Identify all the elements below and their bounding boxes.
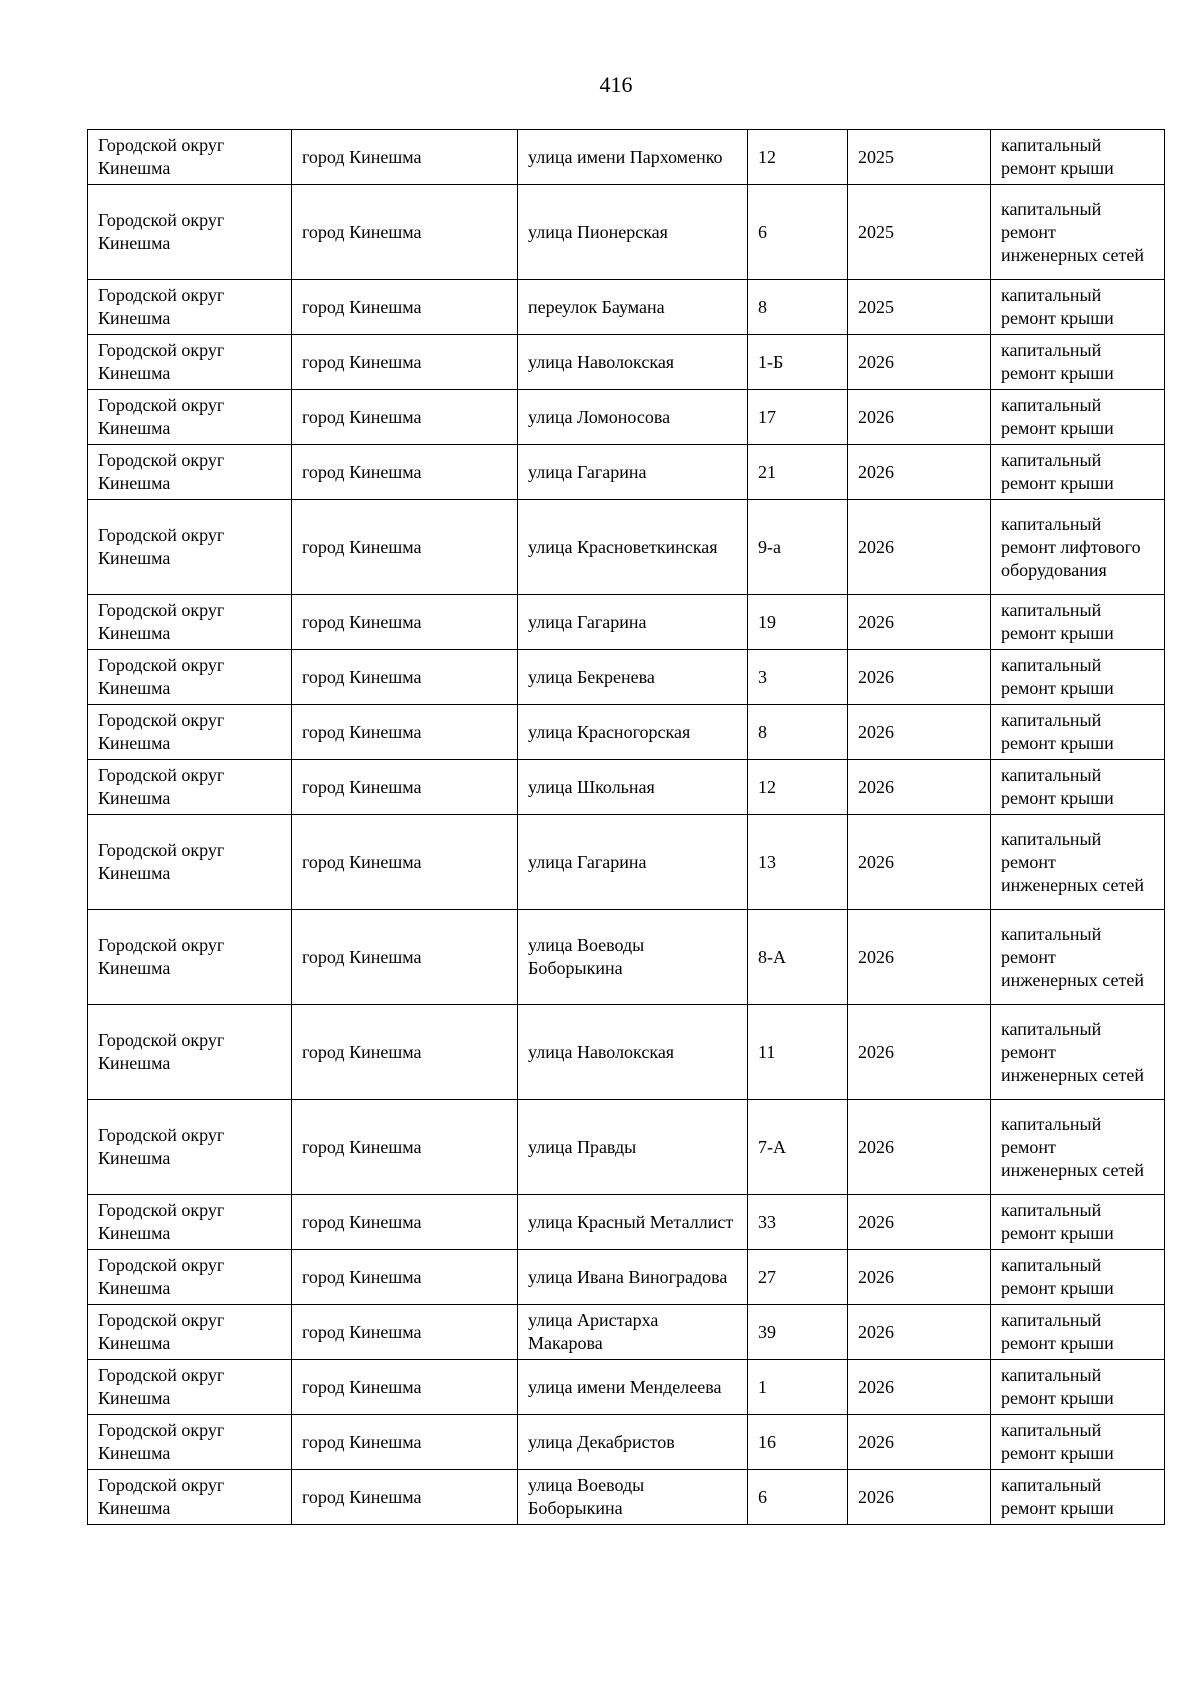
work-type-cell-text: капитальный ремонт инженерных сетей <box>1001 828 1144 895</box>
table-row <box>88 1305 1165 1360</box>
district-cell-text: Городской округ Кинешма <box>98 600 225 643</box>
house-number-cell-text: 21 <box>758 461 776 482</box>
house-number-cell-text: 33 <box>758 1211 776 1232</box>
district-cell-text: Городской округ Кинешма <box>98 655 225 698</box>
house-number-cell-text: 1-Б <box>758 351 784 372</box>
street-cell <box>518 1195 748 1250</box>
work-type-cell-text: капитальный ремонт крыши <box>1001 1310 1114 1353</box>
work-type-cell-text: капитальный ремонт крыши <box>1001 1200 1114 1243</box>
street-cell <box>518 705 748 760</box>
work-type-cell <box>991 1005 1165 1100</box>
year-cell-text: 2026 <box>858 406 894 427</box>
house-number-cell <box>748 650 848 705</box>
district-cell <box>88 1250 292 1305</box>
street-cell-text: улица Ивана Виноградова <box>528 1266 728 1287</box>
house-number-cell-text: 12 <box>758 776 776 797</box>
district-cell <box>88 445 292 500</box>
house-number-cell <box>748 760 848 815</box>
settlement-cell <box>292 760 518 815</box>
year-cell <box>848 130 991 185</box>
work-type-cell-text: капитальный ремонт крыши <box>1001 1475 1114 1518</box>
table-row <box>88 595 1165 650</box>
work-type-cell-text: капитальный ремонт крыши <box>1001 1365 1114 1408</box>
table-row <box>88 1005 1165 1100</box>
work-type-cell-text: капитальный ремонт крыши <box>1001 340 1114 383</box>
year-cell-text: 2026 <box>858 1136 894 1157</box>
settlement-cell-text: город Кинешма <box>302 1266 422 1287</box>
district-cell-text: Городской округ Кинешма <box>98 1365 225 1408</box>
settlement-cell-text: город Кинешма <box>302 1211 422 1232</box>
table-row <box>88 815 1165 910</box>
district-cell <box>88 1305 292 1360</box>
year-cell-text: 2026 <box>858 536 894 557</box>
street-cell <box>518 500 748 595</box>
settlement-cell-text: город Кинешма <box>302 666 422 687</box>
house-number-cell <box>748 705 848 760</box>
work-type-cell-text: капитальный ремонт инженерных сетей <box>1001 1018 1144 1085</box>
work-type-cell <box>991 1470 1165 1525</box>
house-number-cell <box>748 335 848 390</box>
district-cell-text: Городской округ Кинешма <box>98 285 225 328</box>
district-cell-text: Городской округ Кинешма <box>98 840 225 883</box>
year-cell <box>848 1415 991 1470</box>
settlement-cell <box>292 500 518 595</box>
work-type-cell-text: капитальный ремонт крыши <box>1001 765 1114 808</box>
house-number-cell <box>748 595 848 650</box>
street-cell <box>518 1360 748 1415</box>
district-cell <box>88 130 292 185</box>
settlement-cell-text: город Кинешма <box>302 611 422 632</box>
district-cell-text: Городской округ Кинешма <box>98 340 225 383</box>
house-number-cell <box>748 1470 848 1525</box>
year-cell <box>848 815 991 910</box>
settlement-cell <box>292 1195 518 1250</box>
table-row <box>88 130 1165 185</box>
street-cell <box>518 595 748 650</box>
house-number-cell <box>748 1305 848 1360</box>
street-cell-text: улица Бекренева <box>528 666 655 687</box>
house-number-cell-text: 8 <box>758 721 767 742</box>
work-type-cell-text: капитальный ремонт крыши <box>1001 135 1114 178</box>
house-number-cell-text: 11 <box>758 1041 776 1062</box>
year-cell <box>848 1195 991 1250</box>
year-cell <box>848 595 991 650</box>
work-type-cell <box>991 500 1165 595</box>
house-number-cell <box>748 1195 848 1250</box>
work-type-cell-text: капитальный ремонт крыши <box>1001 395 1114 438</box>
street-cell <box>518 280 748 335</box>
district-cell-text: Городской округ Кинешма <box>98 450 225 493</box>
settlement-cell <box>292 445 518 500</box>
settlement-cell-text: город Кинешма <box>302 721 422 742</box>
street-cell-text: улица Правды <box>528 1136 637 1157</box>
work-type-cell <box>991 650 1165 705</box>
work-type-cell-text: капитальный ремонт инженерных сетей <box>1001 198 1144 265</box>
work-type-cell <box>991 185 1165 280</box>
year-cell <box>848 1305 991 1360</box>
settlement-cell-text: город Кинешма <box>302 946 422 967</box>
settlement-cell-text: город Кинешма <box>302 1431 422 1452</box>
street-cell <box>518 130 748 185</box>
settlement-cell <box>292 1250 518 1305</box>
year-cell <box>848 445 991 500</box>
street-cell <box>518 910 748 1005</box>
settlement-cell <box>292 390 518 445</box>
work-type-cell <box>991 1305 1165 1360</box>
street-cell <box>518 760 748 815</box>
street-cell <box>518 650 748 705</box>
district-cell-text: Городской округ Кинешма <box>98 395 225 438</box>
street-cell-text: улица Воеводы Боборыкина <box>528 1475 645 1518</box>
year-cell-text: 2026 <box>858 611 894 632</box>
settlement-cell-text: город Кинешма <box>302 1041 422 1062</box>
work-type-cell-text: капитальный ремонт крыши <box>1001 1420 1114 1463</box>
house-number-cell <box>748 1415 848 1470</box>
house-number-cell-text: 39 <box>758 1321 776 1342</box>
street-cell <box>518 1100 748 1195</box>
settlement-cell <box>292 1470 518 1525</box>
page-number: 416 <box>599 72 633 97</box>
street-cell-text: улица имени Пархоменко <box>528 146 723 167</box>
year-cell-text: 2026 <box>858 1266 894 1287</box>
settlement-cell <box>292 910 518 1005</box>
table-row <box>88 185 1165 280</box>
year-cell <box>848 760 991 815</box>
table-row <box>88 1100 1165 1195</box>
district-cell-text: Городской округ Кинешма <box>98 1420 225 1463</box>
table-row <box>88 1470 1165 1525</box>
district-cell <box>88 595 292 650</box>
district-cell-text: Городской округ Кинешма <box>98 1200 225 1243</box>
house-number-cell <box>748 500 848 595</box>
street-cell-text: улица Пионерская <box>528 221 668 242</box>
year-cell-text: 2026 <box>858 666 894 687</box>
settlement-cell-text: город Кинешма <box>302 351 422 372</box>
street-cell-text: улица Ломоносова <box>528 406 671 427</box>
year-cell <box>848 650 991 705</box>
settlement-cell <box>292 185 518 280</box>
settlement-cell <box>292 1305 518 1360</box>
house-number-cell-text: 19 <box>758 611 776 632</box>
year-cell <box>848 1250 991 1305</box>
street-cell <box>518 1305 748 1360</box>
table-row <box>88 1250 1165 1305</box>
year-cell <box>848 335 991 390</box>
district-cell-text: Городской округ Кинешма <box>98 135 225 178</box>
district-cell-text: Городской округ Кинешма <box>98 210 225 253</box>
work-type-cell-text: капитальный ремонт крыши <box>1001 710 1114 753</box>
house-number-cell-text: 3 <box>758 666 767 687</box>
year-cell-text: 2026 <box>858 776 894 797</box>
district-cell <box>88 910 292 1005</box>
street-cell <box>518 1415 748 1470</box>
house-number-cell-text: 27 <box>758 1266 776 1287</box>
street-cell-text: улица Аристарха Макарова <box>528 1310 659 1353</box>
year-cell-text: 2026 <box>858 1321 894 1342</box>
settlement-cell-text: город Кинешма <box>302 221 422 242</box>
work-type-cell <box>991 760 1165 815</box>
year-cell <box>848 185 991 280</box>
table-body <box>88 130 1165 1525</box>
district-cell-text: Городской округ Кинешма <box>98 1255 225 1298</box>
settlement-cell-text: город Кинешма <box>302 776 422 797</box>
district-cell <box>88 280 292 335</box>
table-row <box>88 1195 1165 1250</box>
work-type-cell <box>991 1360 1165 1415</box>
table-row <box>88 390 1165 445</box>
district-cell-text: Городской округ Кинешма <box>98 1475 225 1518</box>
house-number-cell-text: 6 <box>758 1486 767 1507</box>
street-cell <box>518 1470 748 1525</box>
house-number-cell <box>748 815 848 910</box>
house-number-cell <box>748 280 848 335</box>
district-cell <box>88 335 292 390</box>
district-cell <box>88 1100 292 1195</box>
year-cell <box>848 390 991 445</box>
house-number-cell-text: 17 <box>758 406 776 427</box>
district-cell-text: Городской округ Кинешма <box>98 1030 225 1073</box>
settlement-cell <box>292 595 518 650</box>
street-cell-text: улица Наволокская <box>528 1041 675 1062</box>
settlement-cell-text: город Кинешма <box>302 1376 422 1397</box>
settlement-cell-text: город Кинешма <box>302 1136 422 1157</box>
settlement-cell <box>292 280 518 335</box>
settlement-cell-text: город Кинешма <box>302 296 422 317</box>
work-type-cell <box>991 130 1165 185</box>
year-cell <box>848 280 991 335</box>
settlement-cell-text: город Кинешма <box>302 1321 422 1342</box>
house-number-cell-text: 6 <box>758 221 767 242</box>
settlement-cell <box>292 815 518 910</box>
work-type-cell-text: капитальный ремонт крыши <box>1001 655 1114 698</box>
street-cell <box>518 335 748 390</box>
house-number-cell <box>748 445 848 500</box>
year-cell <box>848 1470 991 1525</box>
table-row <box>88 650 1165 705</box>
year-cell-text: 2025 <box>858 221 894 242</box>
year-cell-text: 2026 <box>858 851 894 872</box>
street-cell-text: улица Гагарина <box>528 611 647 632</box>
settlement-cell <box>292 705 518 760</box>
work-type-cell <box>991 1100 1165 1195</box>
work-type-cell-text: капитальный ремонт крыши <box>1001 285 1114 328</box>
district-cell <box>88 1005 292 1100</box>
work-type-cell <box>991 910 1165 1005</box>
work-type-cell <box>991 705 1165 760</box>
street-cell <box>518 1250 748 1305</box>
table-row <box>88 910 1165 1005</box>
street-cell-text: улица Гагарина <box>528 851 647 872</box>
district-cell-text: Городской округ Кинешма <box>98 1125 225 1168</box>
street-cell-text: улица Красноветкинская <box>528 536 718 557</box>
street-cell-text: улица имени Менделеева <box>528 1376 722 1397</box>
table-row <box>88 705 1165 760</box>
work-type-cell-text: капитальный ремонт крыши <box>1001 450 1114 493</box>
settlement-cell <box>292 335 518 390</box>
year-cell <box>848 705 991 760</box>
house-number-cell <box>748 390 848 445</box>
street-cell-text: улица Красный Металлист <box>528 1211 734 1232</box>
settlement-cell <box>292 130 518 185</box>
house-number-cell <box>748 185 848 280</box>
work-type-cell <box>991 815 1165 910</box>
table-row <box>88 335 1165 390</box>
year-cell-text: 2025 <box>858 146 894 167</box>
street-cell-text: улица Воеводы Боборыкина <box>528 935 645 978</box>
house-number-cell-text: 1 <box>758 1376 767 1397</box>
street-cell-text: улица Декабристов <box>528 1431 675 1452</box>
district-cell-text: Городской округ Кинешма <box>98 765 225 808</box>
table-row <box>88 1415 1165 1470</box>
street-cell <box>518 185 748 280</box>
year-cell <box>848 1360 991 1415</box>
street-cell <box>518 815 748 910</box>
house-number-cell <box>748 130 848 185</box>
district-cell <box>88 1195 292 1250</box>
house-number-cell-text: 8-А <box>758 946 786 967</box>
table-row <box>88 445 1165 500</box>
work-type-cell-text: капитальный ремонт лифтового оборудования <box>1001 513 1141 580</box>
street-cell-text: улица Красногорская <box>528 721 691 742</box>
settlement-cell-text: город Кинешма <box>302 1486 422 1507</box>
table-row <box>88 760 1165 815</box>
street-cell-text: улица Наволокская <box>528 351 675 372</box>
district-cell <box>88 390 292 445</box>
district-cell-text: Городской округ Кинешма <box>98 525 225 568</box>
year-cell-text: 2025 <box>858 296 894 317</box>
house-number-cell-text: 13 <box>758 851 776 872</box>
work-type-cell-text: капитальный ремонт крыши <box>1001 1255 1114 1298</box>
district-cell <box>88 185 292 280</box>
street-cell <box>518 390 748 445</box>
table-row <box>88 280 1165 335</box>
house-number-cell-text: 9-а <box>758 536 781 557</box>
work-type-cell <box>991 445 1165 500</box>
year-cell-text: 2026 <box>858 1431 894 1452</box>
year-cell <box>848 1100 991 1195</box>
district-cell <box>88 1470 292 1525</box>
settlement-cell <box>292 1005 518 1100</box>
work-type-cell <box>991 1250 1165 1305</box>
year-cell-text: 2026 <box>858 1486 894 1507</box>
year-cell-text: 2026 <box>858 1041 894 1062</box>
street-cell-text: переулок Баумана <box>528 296 665 317</box>
house-number-cell-text: 16 <box>758 1431 776 1452</box>
work-type-cell <box>991 335 1165 390</box>
settlement-cell <box>292 1415 518 1470</box>
street-cell-text: улица Школьная <box>528 776 655 797</box>
house-number-cell-text: 7-А <box>758 1136 786 1157</box>
house-number-cell <box>748 1250 848 1305</box>
settlement-cell <box>292 1360 518 1415</box>
work-type-cell <box>991 1195 1165 1250</box>
year-cell <box>848 1005 991 1100</box>
district-cell <box>88 705 292 760</box>
district-cell <box>88 760 292 815</box>
year-cell <box>848 910 991 1005</box>
work-type-cell-text: капитальный ремонт инженерных сетей <box>1001 1113 1144 1180</box>
work-type-cell <box>991 595 1165 650</box>
settlement-cell-text: город Кинешма <box>302 851 422 872</box>
house-number-cell <box>748 1360 848 1415</box>
work-type-cell-text: капитальный ремонт инженерных сетей <box>1001 923 1144 990</box>
district-cell-text: Городской округ Кинешма <box>98 710 225 753</box>
year-cell-text: 2026 <box>858 351 894 372</box>
district-cell <box>88 1415 292 1470</box>
year-cell-text: 2026 <box>858 946 894 967</box>
district-cell-text: Городской округ Кинешма <box>98 1310 225 1353</box>
settlement-cell <box>292 650 518 705</box>
settlement-cell-text: город Кинешма <box>302 406 422 427</box>
work-type-cell <box>991 280 1165 335</box>
work-type-cell <box>991 390 1165 445</box>
table-row <box>88 500 1165 595</box>
settlement-cell-text: город Кинешма <box>302 536 422 557</box>
house-number-cell <box>748 1005 848 1100</box>
district-cell <box>88 500 292 595</box>
street-cell <box>518 445 748 500</box>
settlement-cell <box>292 1100 518 1195</box>
year-cell-text: 2026 <box>858 1376 894 1397</box>
house-number-cell-text: 12 <box>758 146 776 167</box>
table-row <box>88 1360 1165 1415</box>
district-cell <box>88 815 292 910</box>
year-cell-text: 2026 <box>858 1211 894 1232</box>
street-cell <box>518 1005 748 1100</box>
house-number-cell-text: 8 <box>758 296 767 317</box>
settlement-cell-text: город Кинешма <box>302 461 422 482</box>
settlement-cell-text: город Кинешма <box>302 146 422 167</box>
year-cell-text: 2026 <box>858 721 894 742</box>
street-cell-text: улица Гагарина <box>528 461 647 482</box>
work-type-cell-text: капитальный ремонт крыши <box>1001 600 1114 643</box>
year-cell-text: 2026 <box>858 461 894 482</box>
district-cell <box>88 1360 292 1415</box>
district-cell-text: Городской округ Кинешма <box>98 935 225 978</box>
house-number-cell <box>748 1100 848 1195</box>
house-number-cell <box>748 910 848 1005</box>
work-type-cell <box>991 1415 1165 1470</box>
repair-schedule-table <box>87 129 1165 1525</box>
year-cell <box>848 500 991 595</box>
district-cell <box>88 650 292 705</box>
